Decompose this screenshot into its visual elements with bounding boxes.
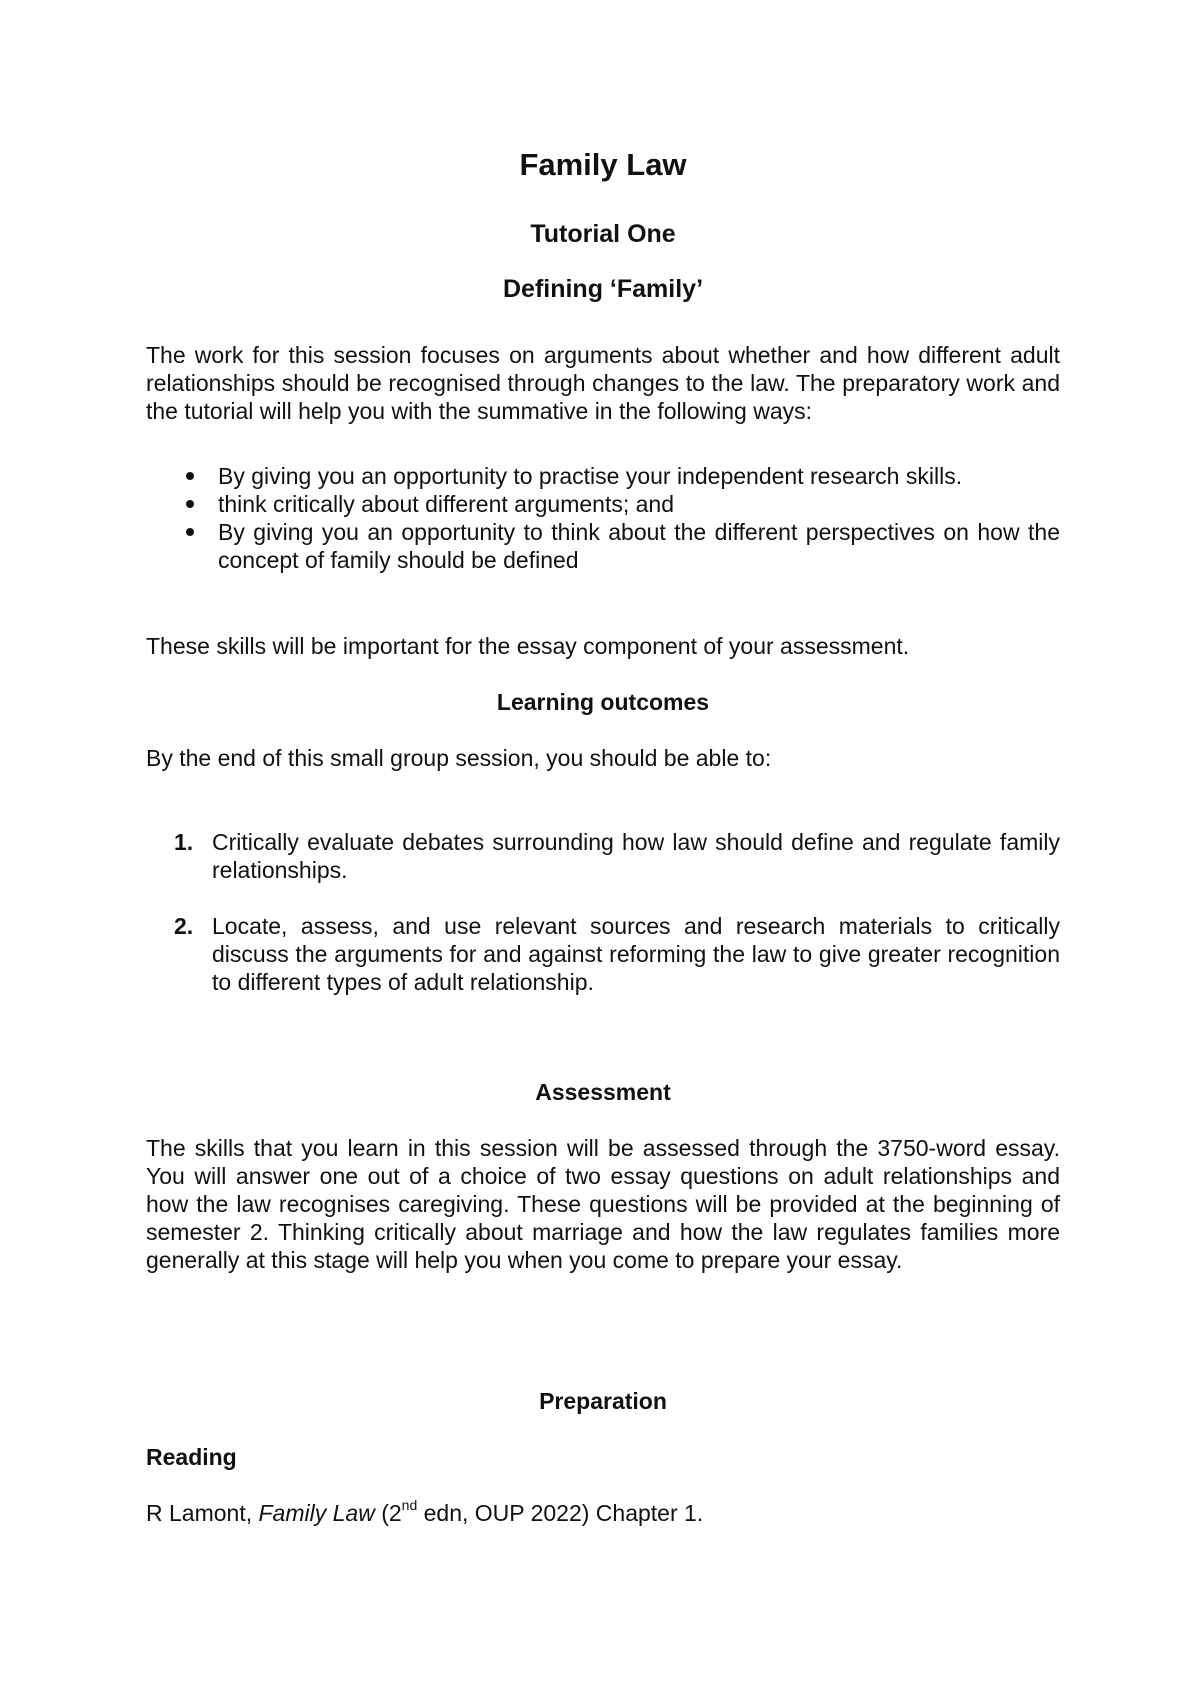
summative-benefits-list bbox=[146, 462, 1060, 574]
reference-author: R Lamont, bbox=[146, 1500, 259, 1526]
bullet-icon bbox=[186, 500, 194, 508]
assessment-paragraph: The skills that you learn in this session will be assessed through the 3750-word essay. You will answer one out of a choice of two essay questions on adult relationships and how the law recognises caregiving. These questions will be provided at the beginning of semester 2. Thinking critically about marriage and how the law regulates families more generally at this stage will help you when you come to prepare your essay. bbox=[146, 1135, 1060, 1273]
list-number: 2. bbox=[174, 913, 194, 939]
reference-edition-open: (2 bbox=[374, 1500, 402, 1526]
document-title: Family Law bbox=[519, 147, 687, 182]
list-item-text: By giving you an opportunity to practise your independent research skills. bbox=[218, 463, 963, 489]
learning-outcomes-heading: Learning outcomes bbox=[496, 689, 710, 715]
topic-heading: Defining ‘Family’ bbox=[502, 275, 704, 303]
list-item bbox=[146, 912, 1060, 996]
list-item bbox=[146, 462, 1060, 490]
list-item-text: By giving you an opportunity to think about the different perspectives on how the concept of family should be defined bbox=[218, 519, 1060, 573]
bullet-icon bbox=[186, 472, 194, 480]
learning-outcomes-lead: By the end of this small group session, you should be able to: bbox=[146, 745, 772, 771]
reference-book-title: Family Law bbox=[258, 1500, 375, 1526]
list-item-text: think critically about different arguments; and bbox=[218, 491, 674, 517]
skills-note: These skills will be important for the essay component of your assessment. bbox=[146, 633, 910, 659]
intro-paragraph: The work for this session focuses on arguments about whether and how different adult relationships should be recognised through changes to the law. The preparatory work and the tutorial will help you with the summative in the following ways: bbox=[146, 342, 1060, 424]
list-item bbox=[146, 490, 1060, 518]
preparation-heading: Preparation bbox=[539, 1388, 667, 1414]
list-item-text: Locate, assess, and use relevant sources and research materials to critically discuss the arguments for and against reforming the law to give greater recognition to different types of adult relationship. bbox=[212, 913, 1060, 995]
learning-outcomes-list bbox=[146, 828, 1060, 1024]
assessment-heading: Assessment bbox=[535, 1079, 671, 1105]
reference-edition-rest: edn, OUP 2022) Chapter 1. bbox=[417, 1500, 704, 1526]
reading-heading: Reading bbox=[146, 1444, 237, 1470]
reference-edition-superscript: nd bbox=[401, 1497, 418, 1514]
list-item bbox=[146, 518, 1060, 574]
bullet-icon bbox=[186, 528, 194, 536]
list-item bbox=[146, 828, 1060, 884]
list-item-text: Critically evaluate debates surrounding how law should define and regulate family relationships. bbox=[212, 829, 1060, 883]
list-number: 1. bbox=[174, 829, 194, 855]
reading-reference bbox=[146, 1499, 1060, 1527]
tutorial-heading: Tutorial One bbox=[530, 220, 676, 248]
